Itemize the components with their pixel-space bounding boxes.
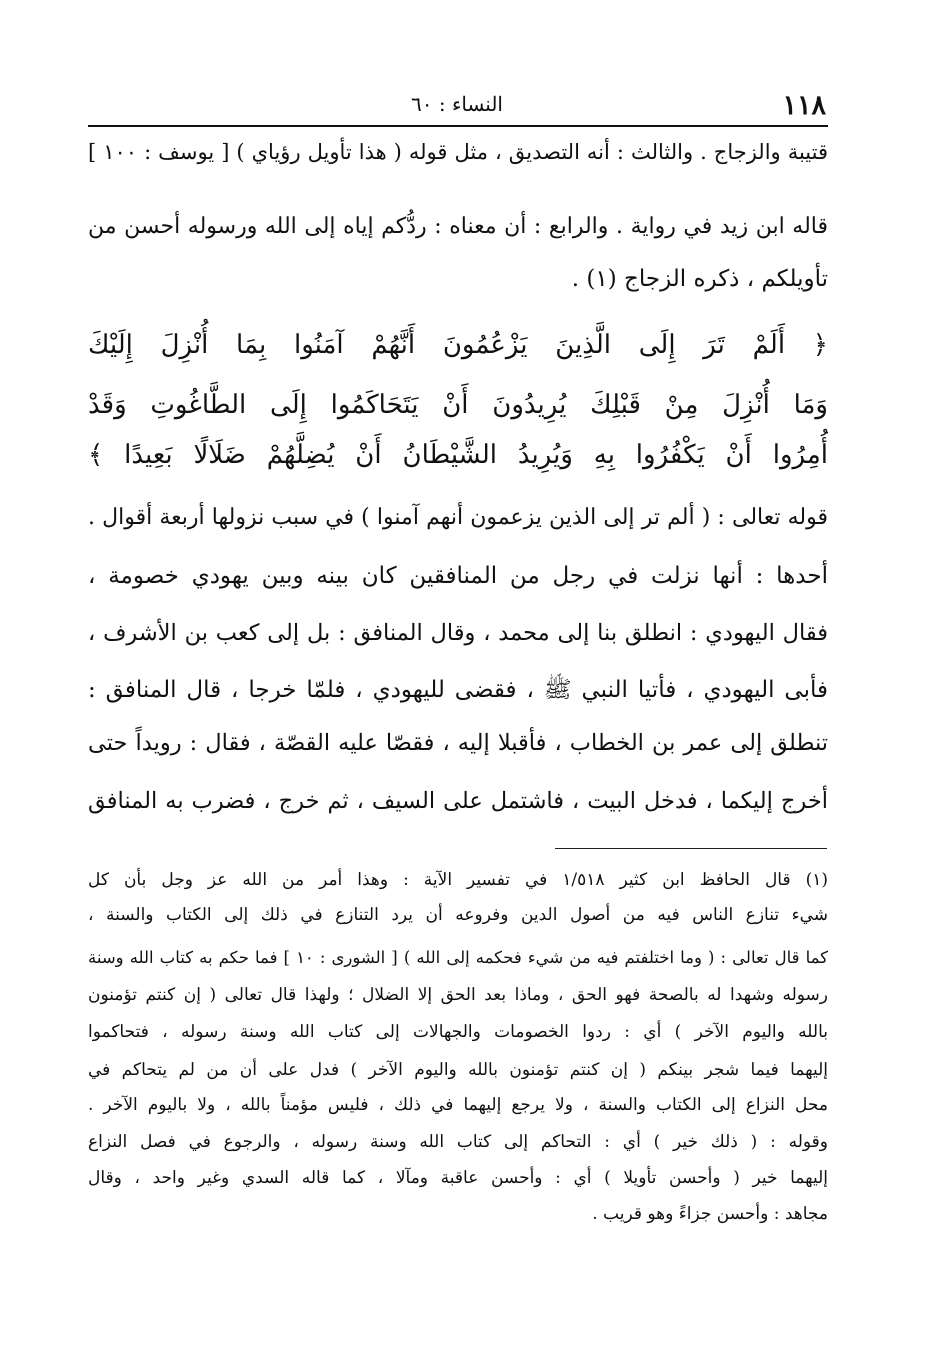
text-line: تنطلق إلى عمر بن الخطاب ، فأقبلا إليه ، فقصّا عليه القصّة ، فقال : رويداً حتى bbox=[88, 730, 828, 756]
footnote-rule bbox=[555, 848, 827, 849]
surah-reference: النساء : ٦٠ bbox=[411, 92, 503, 116]
text-line: قاله ابن زيد في رواية . والرابع : أن معناه : ردُّكم إياه إلى الله ورسوله أحسن من bbox=[88, 214, 828, 239]
verse-line: أُمِرُوا أَنْ يَكْفُرُوا بِهِ وَيُرِيدُ الشَّيْطَانُ أَنْ يُضِلَّهُمْ ضَلَالًا بَعِيدًا ﴾ bbox=[88, 440, 828, 470]
footnote-line: شيء تنازع الناس فيه من أصول الدين وفروعه أن يرد التنازع في ذلك إلى الكتاب والسنة ، bbox=[88, 905, 828, 925]
verse-line: ﴿ أَلَمْ تَرَ إِلَى الَّذِينَ يَزْعُمُونَ أَنَّهُمْ آمَنُوا بِمَا أُنْزِلَ إِلَيْكَ bbox=[88, 330, 828, 360]
text-line: فأبى اليهودي ، فأتيا النبي ﷺ ، فقضى لليهودي ، فلمّا خرجا ، قال المنافق : bbox=[88, 677, 828, 703]
footnote-line: وقوله : ( ذلك خير ) أي : التحاكم إلى كتاب الله وسنة رسوله ، والرجوع في فصل النزاع bbox=[88, 1132, 828, 1152]
footnote-line: رسوله وشهدا له بالصحة فهو الحق ، وماذا بعد الحق إلا الضلال ؛ ولهذا قال تعالى ( إن كنتم تؤمنون bbox=[88, 985, 828, 1005]
footnote-line: بالله واليوم الآخر ) أي : ردوا الخصومات والجهالات إلى كتاب الله وسنة رسوله ، فتحاكموا bbox=[88, 1022, 828, 1042]
text-line: تأويلكم ، ذكره الزجاج (١) . bbox=[571, 266, 828, 292]
page-number: ١١٨ bbox=[782, 90, 826, 121]
page-header bbox=[88, 88, 826, 122]
text-line: فقال اليهودي : انطلق بنا إلى محمد ، وقال المنافق : بل إلى كعب بن الأشرف ، bbox=[88, 620, 828, 646]
footnote-line: مجاهد : وأحسن جزاءً وهو قريب . bbox=[592, 1204, 828, 1224]
text-line: قوله تعالى : ( ألم تر إلى الذين يزعمون أنهم آمنوا ) في سبب نزولها أربعة أقوال . bbox=[88, 505, 828, 530]
header-rule bbox=[88, 125, 828, 127]
text-line: أحدها : أنها نزلت في رجل من المنافقين كان بينه وبين يهودي خصومة ، bbox=[88, 563, 828, 589]
text-line: قتيبة والزجاج . والثالث : أنه التصديق ، مثل قوله ( هذا تأويل رؤياي ) [ يوسف : ١٠٠ ] bbox=[88, 140, 829, 164]
verse-line: وَمَا أُنْزِلَ مِنْ قَبْلِكَ يُرِيدُونَ أَنْ يَتَحَاكَمُوا إِلَى الطَّاغُوتِ وَقَدْ bbox=[88, 390, 828, 420]
footnote-line: إليهما خير ( وأحسن تأويلا ) أي : وأحسن عاقبة ومآلا ، كما قاله السدي وغير واحد ، وقال bbox=[88, 1168, 828, 1188]
text-line: أخرج إليكما ، فدخل البيت ، فاشتمل على السيف ، ثم خرج ، فضرب به المنافق bbox=[88, 788, 828, 814]
footnote-line: (١) قال الحافظ ابن كثير ١/٥١٨ في تفسير الآية : وهذا أمر من الله عز وجل بأن كل bbox=[88, 870, 828, 890]
footnote-line: إليهما فيما شجر بينكم ( إن كنتم تؤمنون بالله واليوم الآخر ) فدل على أن من لم يتحاكم في bbox=[88, 1060, 828, 1080]
footnote-line: محل النزاع إلى الكتاب والسنة ، ولا يرجع إليهما في ذلك ، فليس مؤمناً بالله ، ولا باليوم الآخر . bbox=[88, 1095, 828, 1115]
footnote-line: كما قال تعالى : ( وما اختلفتم فيه من شيء فحكمه إلى الله ) [ الشورى : ١٠ ] فما حكم به كتاب الله وسنة bbox=[88, 948, 828, 967]
